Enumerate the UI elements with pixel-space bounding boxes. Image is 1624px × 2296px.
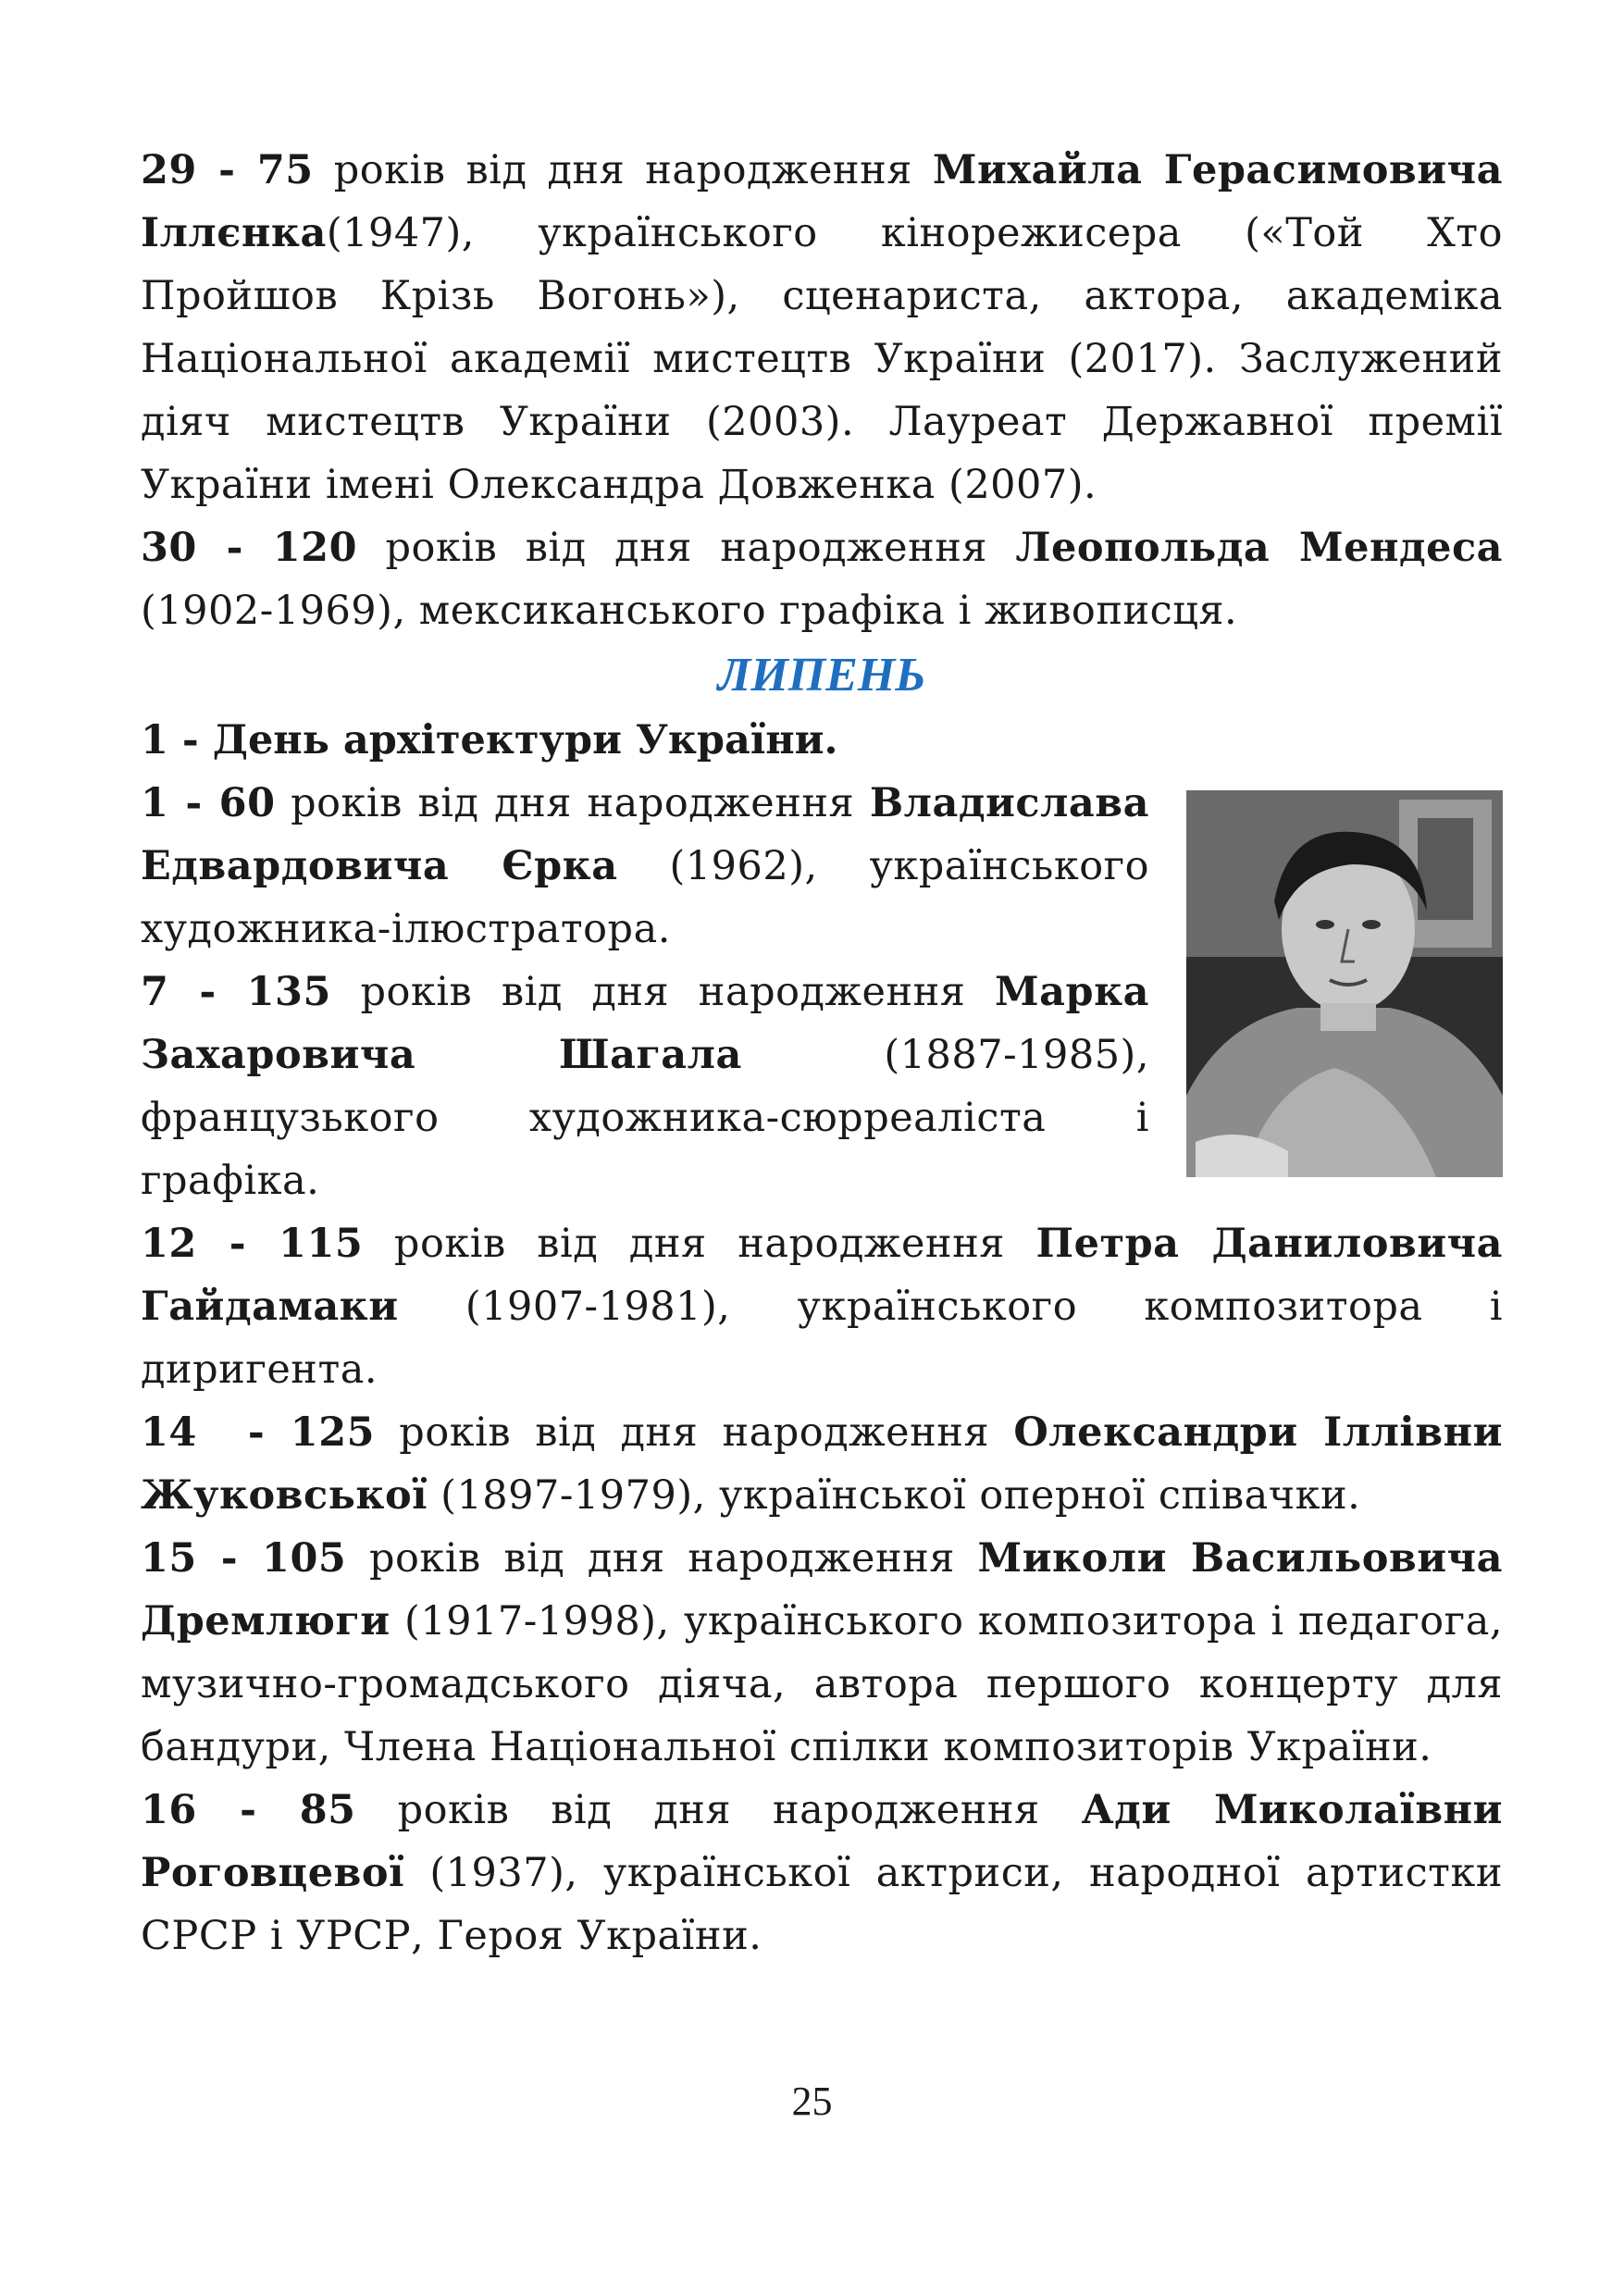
entry-haidamaka: 12 - 115 років від дня народження Петра Даниловича Гайдамаки (1907-1981), українського композитора і диригента. [141, 1221, 1504, 1393]
entry-person-name: Владислава Едвардовича Єрка [141, 780, 1149, 889]
month-heading: ЛИПЕНЬ [717, 649, 926, 701]
holiday-entry: 1 - День архітектури України. [141, 717, 838, 763]
entry-rohovtseva: 16 - 85 років від дня народження Ади Миколаївни Роговцевої (1937), української актриси, народної артистки СРСР і УРСР, Героя України. [141, 1787, 1503, 1959]
entry-date: 12 - 115 [141, 1221, 364, 1267]
entry-person-name: Леопольда Мендеса [1015, 525, 1504, 571]
portrait-photo [1186, 790, 1503, 1177]
entry-dremliuha: 15 - 105 років від дня народження Миколи Васильовича Дремлюги (1917-1998), українського композитора і педагога, музично-громадського діяча, автора першого концерту для бандури, Члена Національної спілки композиторів України. [141, 1535, 1503, 1770]
entry-date: 14 - 125 [141, 1409, 376, 1456]
entry-yerko: 1 - 60 років від дня народження Владислава Едвардовича Єрка (1962), українського художника-ілюстратора. [141, 780, 1149, 952]
entry-date: 15 - 105 [141, 1535, 347, 1582]
entry-date: 29 - 75 [141, 147, 314, 193]
entry-person-name: Ади Миколаївни Роговцевої [141, 1787, 1503, 1896]
page-number: 25 [791, 2079, 833, 2124]
entry-mendes: 30 - 120 років від дня народження Леопольда Мендеса (1902-1969), мексиканського графіка і живописця. [141, 525, 1504, 634]
entry-person-name: Олександри Іллівни Жуковської [141, 1409, 1503, 1519]
portrait-image [1186, 790, 1503, 1177]
entry-date: 16 - 85 [141, 1787, 356, 1833]
entry-zhukovska: 14 - 125 років від дня народження Олександри Іллівни Жуковської (1897-1979), української оперної співачки. [141, 1409, 1503, 1519]
entry-illienko: 29 - 75 років від дня народження Михайла Герасимовича Іллєнка(1947), українського кінорежисера («Той Хто Пройшов Крізь Вогонь»), сценариста, актора, академіка Національної академії мистецтв України (2017). Заслужений діяч мистецтв України (2003). Лауреат Державної премії України імені Олександра Довженка (2007). [141, 147, 1503, 508]
entry-date: 30 - 120 [141, 525, 358, 571]
page-content [141, 139, 1503, 1967]
entry-date: 1 - 60 [141, 780, 276, 826]
entry-person-name: Михайла Герасимовича Іллєнка [141, 147, 1503, 256]
entry-person-name: Миколи Васильовича Дремлюги [141, 1535, 1503, 1644]
entry-person-name: Петра Даниловича Гайдамаки [141, 1221, 1504, 1330]
entry-chagall: 7 - 135 років від дня народження Марка Захаровича Шагала (1887-1985), французького художника-сюрреаліста і графіка. [141, 969, 1149, 1204]
entry-person-name: Марка Захаровича Шагала [141, 969, 1149, 1078]
entry-date: 7 - 135 [141, 969, 331, 1015]
